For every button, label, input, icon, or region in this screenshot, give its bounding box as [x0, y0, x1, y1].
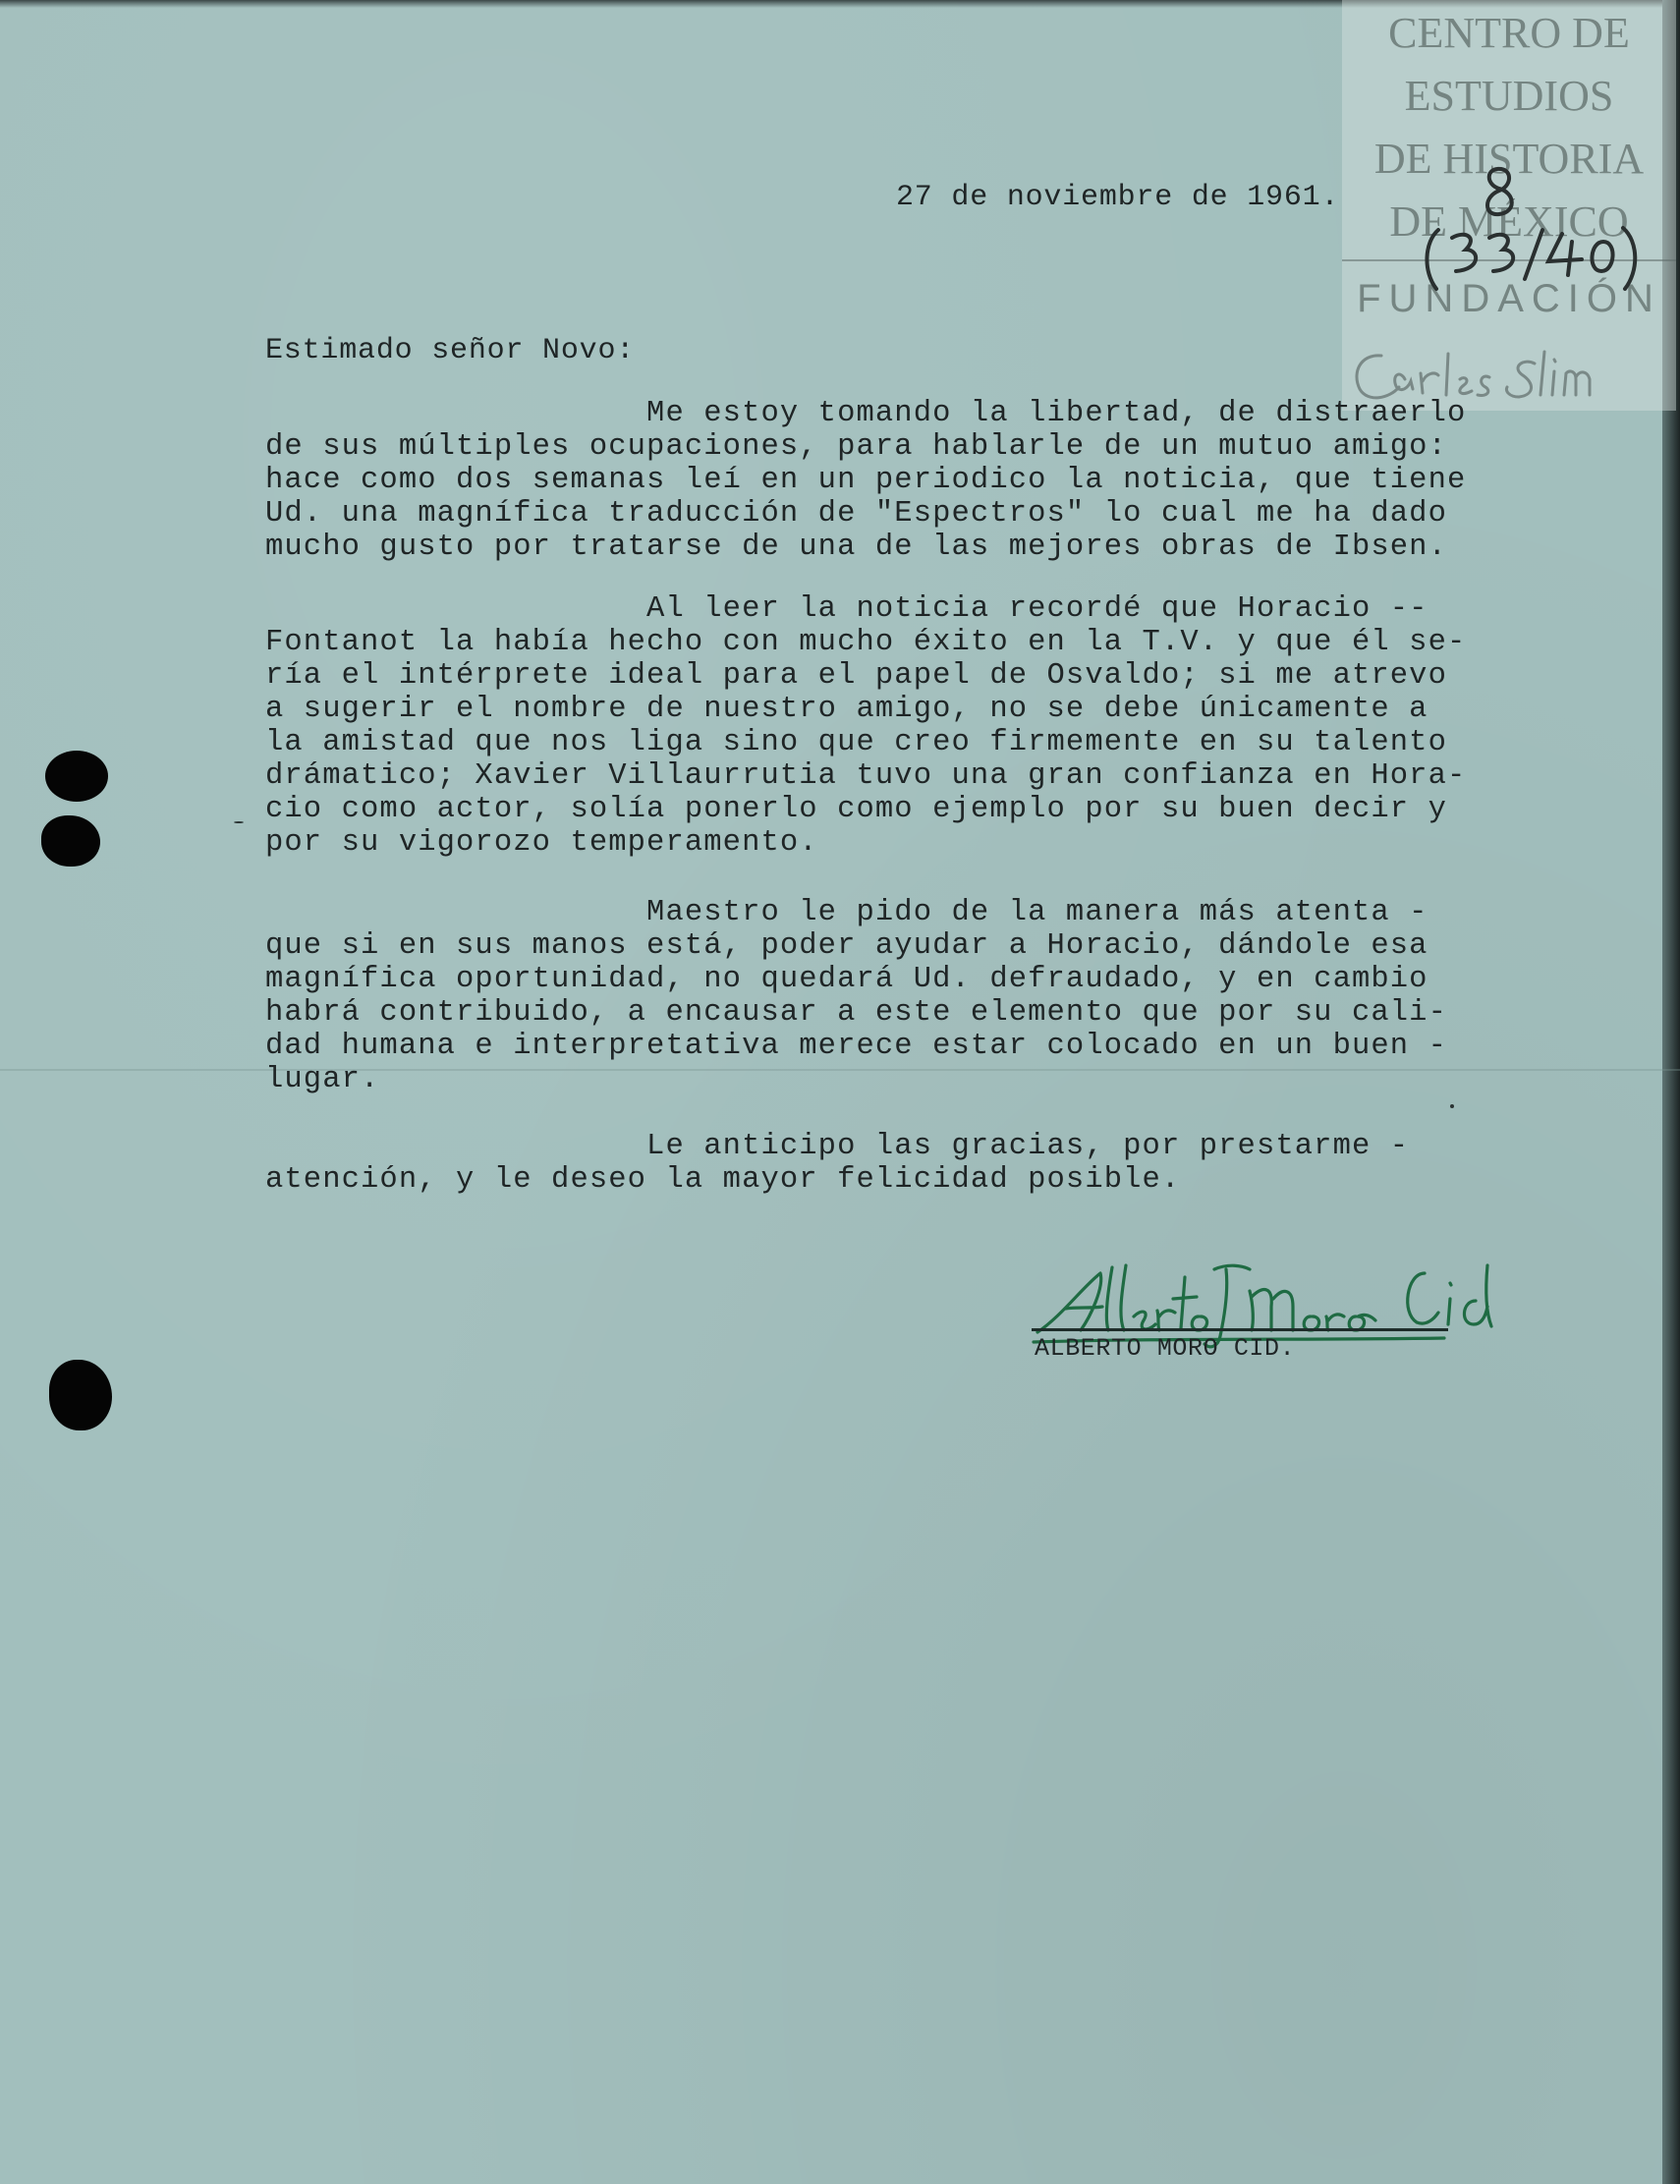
paper-speck [1450, 1104, 1454, 1108]
paper-speck [234, 821, 244, 823]
punch-hole-middle [41, 815, 100, 867]
typed-signature-name: ALBERTO MORO CID. [1035, 1334, 1296, 1363]
letter-salutation: Estimado señor Novo: [265, 334, 636, 367]
stamp-line-1: CENTRO DE [1388, 9, 1630, 57]
signature-rule [1032, 1328, 1448, 1331]
letter-paragraph-1: Me estoy tomando la libertad, de distraerlo de sus múltiples ocupaciones, para hablarle de un mutuo amigo: hace como dos semanas leí en un periodico la noticia, que tiene Ud. una magnífica traducción de "Espectros" lo cual me ha dado mucho gusto por tratarse de una de las mejores obras de Ibsen. [265, 397, 1467, 564]
stamp-line-4: DE MÉXICO [1389, 197, 1629, 246]
letter-date: 27 de noviembre de 1961. [896, 181, 1340, 214]
folio-number-handwritten [1395, 147, 1651, 295]
punch-hole-top [45, 751, 108, 802]
stamp-line-2: ESTUDIOS [1404, 72, 1614, 120]
letter-paragraph-2: Al leer la noticia recordé que Horacio -- Fontanot la había hecho con mucho éxito en la T.V. y que él se- ría el intérprete ideal para el papel de Osvaldo; si me atrevo a sugerir el nombre de nuestro amigo, no se debe únicamente a la amistad que nos liga sino que creo firmemente en su talento drámatico; Xavier Villaurrutia tuvo una gran confianza en Hora- cio como actor, solía ponerlo como ejemplo por su buen decir y por su vigorozo temperamento. [265, 592, 1467, 860]
letter-paragraph-4: Le anticipo las gracias, por prestarme - atención, y le deseo la mayor felicidad posible. [265, 1130, 1410, 1197]
letter-paragraph-3: Maestro le pido de la manera más atenta - que si en sus manos está, poder ayudar a Horacio, dándole esa magnífica oportunidad, no quedará Ud. defraudado, y en cambio habrá contribuido, a encausar a este elemento que por su cali- dad humana e interpretativa merece estar colocado en un buen - lugar. [265, 896, 1447, 1096]
punch-hole-bottom [49, 1360, 112, 1430]
stamp-line-3: DE HISTORIA [1373, 135, 1645, 183]
stamp-foundation: FUNDACIÓN [1357, 277, 1661, 320]
